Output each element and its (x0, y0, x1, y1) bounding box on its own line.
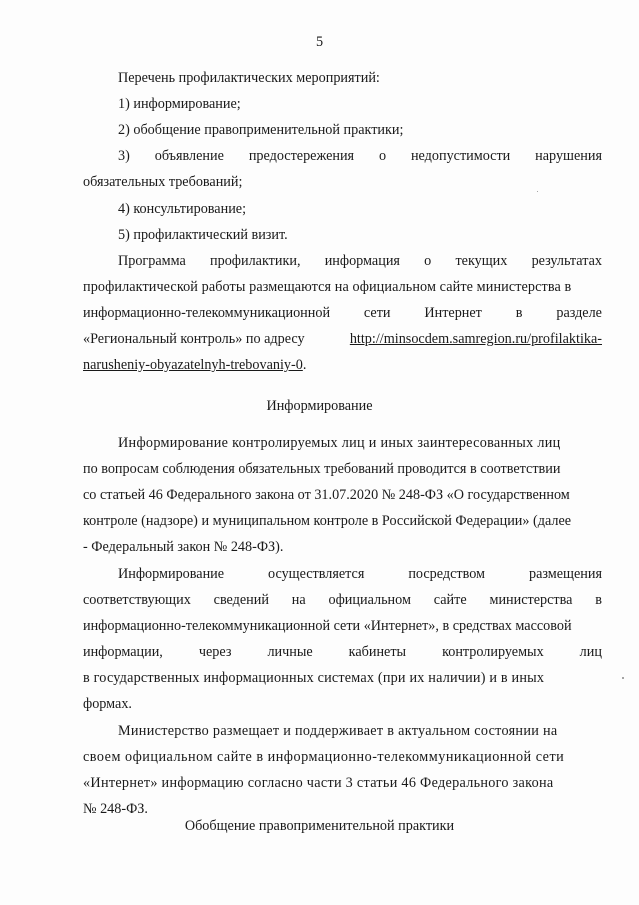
word: профилактики, (210, 253, 301, 269)
section-heading: Обобщение правоприменительной практики (184, 818, 455, 834)
text-line: Перечень профилактических мероприятий: (118, 70, 380, 86)
text-line: информационно-телекоммуникационной сети «Интернет», в средствах массовой (83, 618, 572, 634)
word: соответствующих (83, 592, 191, 608)
justified-line (83, 591, 602, 609)
text-line: «Интернет» информацию согласно части 3 статьи 46 Федерального закона (83, 775, 554, 791)
text-line: № 248-ФЗ. (83, 801, 148, 817)
word: сайте (433, 592, 467, 608)
text-line: Информирование контролируемых лиц и иных заинтересованных лиц (118, 435, 561, 451)
word: нарушения (535, 148, 602, 164)
text-line: профилактической работы размещаются на официальном сайте министерства в (83, 279, 572, 295)
text-line: контроле (надзоре) и муниципальном контроле в Российской Федерации» (далее (83, 513, 572, 529)
word: через (198, 644, 232, 660)
word: кабинеты (348, 644, 407, 660)
word: официальном (328, 592, 411, 608)
word: министерства (489, 592, 573, 608)
justified-line (118, 252, 602, 270)
website-link[interactable]: http://minsocdem.samregion.ru/profilaktika- (349, 331, 602, 347)
word: контролируемых (442, 644, 544, 660)
word: информация (324, 253, 400, 269)
word: предостережения (248, 148, 355, 164)
scan-speck (622, 677, 624, 679)
text-line: в государственных информационных системах (при их наличии) и в иных (83, 670, 545, 686)
word: о (424, 253, 432, 269)
text-line: обязательных требований; (83, 174, 243, 190)
line-tail: . (302, 357, 307, 373)
word: информационно-телекоммуникационной (83, 305, 331, 321)
address-prefix: «Региональный контроль» по адресу (83, 331, 305, 347)
word: сети (363, 305, 391, 321)
word: размещения (528, 566, 602, 582)
word: в (515, 305, 523, 321)
word: Интернет (424, 305, 482, 321)
justified-line (83, 643, 602, 661)
justified-line (118, 565, 602, 583)
word: сведений (213, 592, 269, 608)
text-line: со статьей 46 Федерального закона от 31.07.2020 № 248-ФЗ «О государственном (83, 487, 570, 503)
text-line: - Федеральный закон № 248-ФЗ). (83, 539, 284, 555)
text-line: формах. (83, 696, 132, 712)
text-line: по вопросам соблюдения обязательных требований проводится в соответствии (83, 461, 561, 477)
word: Программа (118, 253, 186, 269)
word: результатах (531, 253, 602, 269)
page-number: 5 (315, 34, 324, 50)
text-line: 4) консультирование; (118, 201, 247, 217)
word: Информирование (118, 566, 225, 582)
text-line: 1) информирование; (118, 96, 241, 112)
word: о (378, 148, 387, 164)
text-line: 5) профилактический визит. (118, 227, 288, 243)
word: 3) (118, 148, 130, 164)
justified-line (83, 330, 602, 348)
word: личные (267, 644, 313, 660)
justified-line (83, 304, 602, 322)
section-heading: Информирование (266, 398, 373, 414)
scan-speck (537, 191, 538, 192)
word: в (595, 592, 602, 608)
word: объявление (154, 148, 224, 164)
word: посредством (408, 566, 486, 582)
word: текущих (455, 253, 508, 269)
word: лиц (579, 644, 602, 660)
word: информации, (83, 644, 163, 660)
word: разделе (556, 305, 602, 321)
word: осуществляется (268, 566, 365, 582)
text-line (83, 356, 306, 374)
text-line: Министерство размещает и поддерживает в актуальном состоянии на (118, 723, 558, 739)
text-line: 2) обобщение правоприменительной практики; (118, 122, 404, 138)
justified-line (118, 147, 602, 165)
word: недопустимости (410, 148, 511, 164)
website-link-continued[interactable]: narusheniy-obyazatelnyh-trebovaniy-0 (83, 357, 303, 373)
word: на (291, 592, 306, 608)
text-line: своем официальном сайте в информационно-телекоммуникационной сети (83, 749, 565, 765)
